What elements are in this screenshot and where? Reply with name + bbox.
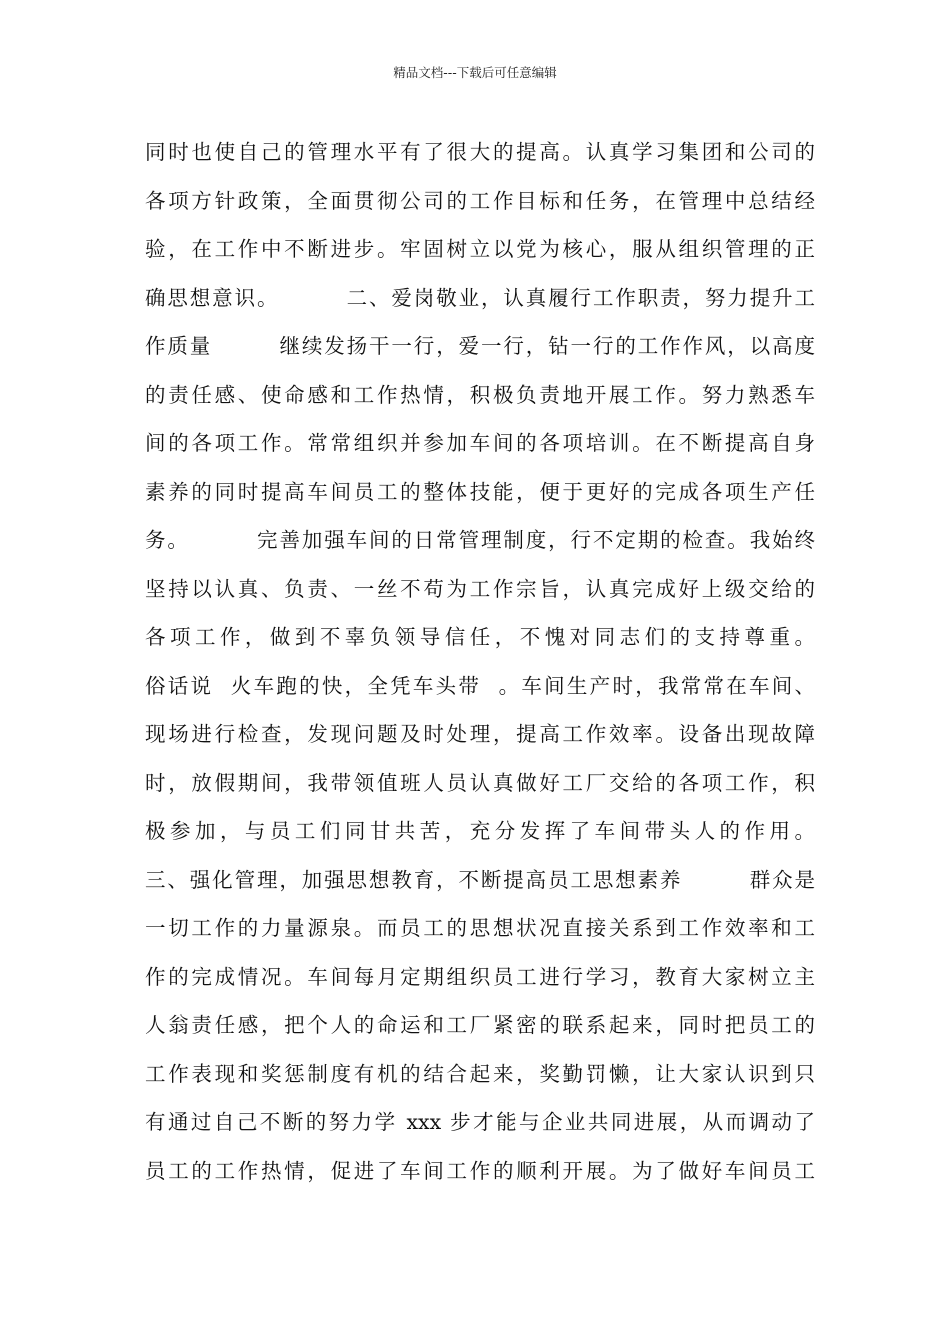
- text-line: 作的完成情况。车间每月定期组织员工进行学习，教育大家树立主: [145, 964, 815, 989]
- text-line: 验，在工作中不断进步。牢固树立以党为核心，服从组织管理的正: [145, 237, 815, 261]
- text-line: 一切工作的力量源泉。而员工的思想状况直接关系到工作效率和工: [145, 916, 815, 940]
- text-line: 的责任感、使命感和工作热情，积极负责地开展工作。努力熟悉车: [145, 382, 815, 407]
- text-line: 工作表现和奖惩制度有机的结合起来，奖勤罚懒，让大家认识到只: [145, 1061, 815, 1086]
- text-line: 间的各项工作。常常组织并参加车间的各项培训。在不断提高自身: [145, 431, 815, 455]
- text-line: 确思想意识。 二、爱岗敬业，认真履行工作职责，努力提升工: [145, 285, 815, 310]
- text-line: 人翁责任感，把个人的命运和工厂紧密的联系起来，同时把员工的: [145, 1013, 815, 1037]
- text-line: 俗话说 火车跑的快，全凭车头带 。车间生产时，我常常在车间、: [145, 673, 815, 698]
- body-text: [145, 132, 815, 1199]
- text-line: 三、强化管理，加强思想教育，不断提高员工思想素养 群众是: [145, 867, 815, 892]
- text-line: 各项方针政策，全面贯彻公司的工作目标和任务，在管理中总结经: [145, 188, 815, 213]
- text-line: 作质量 继续发扬干一行，爱一行，钻一行的工作作风，以高度: [145, 334, 815, 358]
- text-line: 现场进行检查，发现问题及时处理，提高工作效率。设备出现故障: [145, 722, 815, 746]
- text-line: 有通过自己不断的努力学 xxx 步才能与企业共同进展，从而调动了: [145, 1110, 815, 1134]
- text-line: 同时也使自己的管理水平有了很大的提高。认真学习集团和公司的: [145, 140, 815, 164]
- text-line: 各项工作，做到不辜负领导信任，不愧对同志们的支持尊重。: [145, 625, 815, 649]
- text-line: 坚持以认真、负责、一丝不苟为工作宗旨，认真完成好上级交给的: [145, 576, 815, 601]
- text-line: 务。 完善加强车间的日常管理制度，行不定期的检查。我始终: [145, 528, 815, 552]
- page-header: 精品文档---下载后可任意编辑: [393, 65, 557, 80]
- text-line: 员工的工作热情，促进了车间工作的顺利开展。为了做好车间员工: [145, 1158, 815, 1183]
- text-line: 极参加，与员工们同甘共苦，充分发挥了车间带头人的作用。: [145, 819, 815, 843]
- text-line: 素养的同时提高车间员工的整体技能，便于更好的完成各项生产任: [145, 479, 815, 504]
- text-line: 时，放假期间，我带领值班人员认真做好工厂交给的各项工作，积: [145, 770, 815, 795]
